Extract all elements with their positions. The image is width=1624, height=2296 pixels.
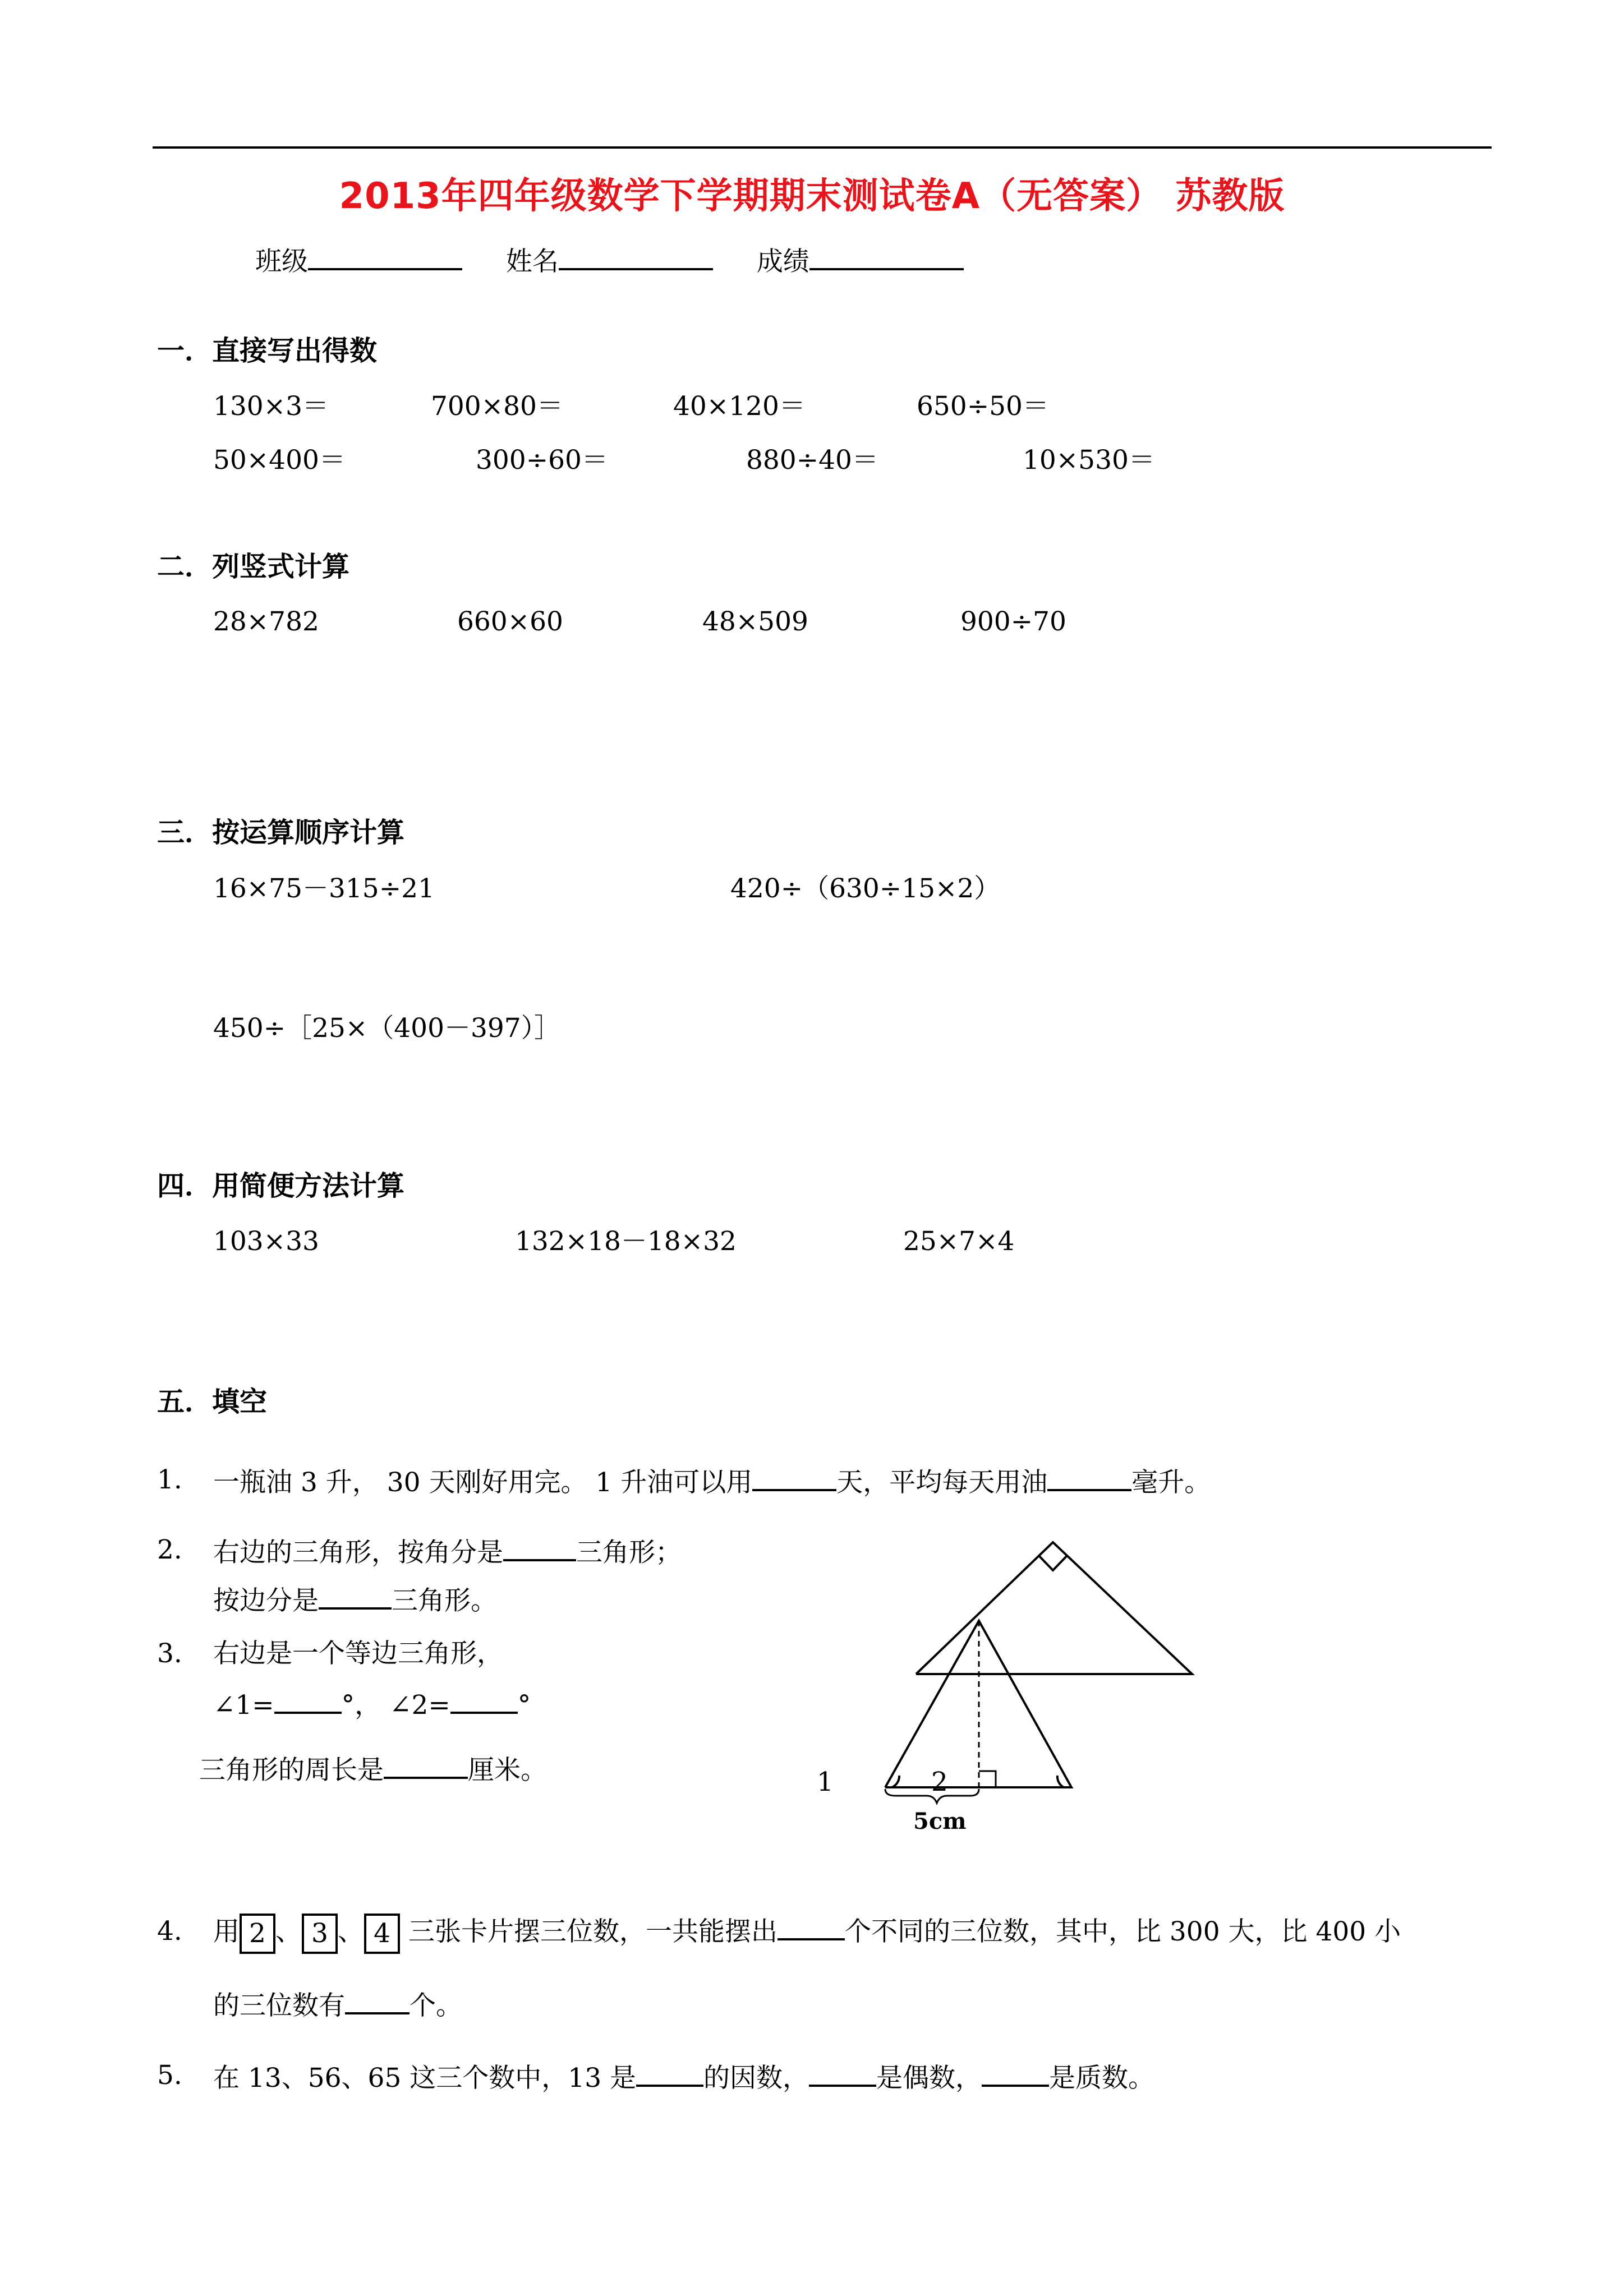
angle-label: ∠1= (213, 1690, 274, 1721)
figure-label-2: 2 (931, 1767, 948, 1797)
answer-blank[interactable] (636, 2062, 703, 2087)
number-card: 4 (364, 1914, 400, 1954)
problem: 880÷40＝ (746, 445, 878, 476)
separator: 、 (275, 1916, 302, 1947)
question-text: 是偶数， (876, 2063, 982, 2094)
question-text: 右边的三角形，按角分是 (213, 1537, 503, 1568)
section4-heading: 四．用简便方法计算 (157, 1170, 405, 1202)
separator: 、 (338, 1916, 364, 1947)
angle-1-arc (892, 1776, 899, 1787)
problem: 132×18－18×32 (515, 1226, 737, 1257)
question-text: 的三位数有 (213, 1990, 345, 2021)
degree-label: °， (341, 1690, 381, 1721)
question-4-line1 (213, 1914, 1401, 1954)
question-text: 三角形； (576, 1537, 682, 1568)
right-angle-mark (1039, 1556, 1067, 1570)
question-number: 2. (157, 1534, 182, 1565)
question-text: 毫升。 (1131, 1467, 1211, 1498)
degree-label: ° (517, 1690, 531, 1721)
section5-heading: 五．填空 (157, 1386, 268, 1418)
problem: 103×33 (213, 1226, 319, 1257)
question-4-line2 (213, 1990, 462, 2019)
question-text: 三张卡片摆三位数，一共能摆出 (408, 1916, 778, 1947)
question-text: 天，平均每天用油 (836, 1467, 1048, 1498)
number-card: 2 (240, 1914, 275, 1954)
problem: 50×400＝ (213, 445, 346, 476)
figure-base-label: 5cm (913, 1808, 967, 1834)
class-label: 班级 (255, 246, 308, 277)
problem: 420÷（630÷15×2） (730, 873, 1001, 904)
problem: 25×7×4 (903, 1226, 1015, 1257)
question-number: 3. (157, 1638, 182, 1669)
question-text: 三角形。 (392, 1585, 497, 1616)
name-label: 姓名 (505, 246, 559, 277)
question-text: 是质数。 (1049, 2063, 1155, 2094)
problem: 450÷［25×（400－397）］ (213, 1013, 561, 1044)
angle-2-arc (1057, 1776, 1064, 1787)
question-text: 三角形的周长是 (199, 1755, 384, 1786)
answer-blank[interactable] (345, 1990, 410, 2014)
height-right-angle (979, 1771, 996, 1787)
question-number: 5. (157, 2060, 182, 2091)
question-text: 右边是一个等边三角形， (213, 1638, 503, 1669)
question-text: 按边分是 (213, 1585, 319, 1616)
question-number: 1. (157, 1464, 182, 1495)
section3-heading: 三．按运算顺序计算 (157, 817, 405, 849)
problem: 300÷60＝ (476, 445, 608, 476)
question-number: 4. (157, 1916, 182, 1947)
question-text: 用 (213, 1916, 240, 1947)
problem: 900÷70 (960, 606, 1066, 637)
problem: 10×530＝ (1023, 445, 1155, 476)
page-title: 2013年四年级数学下学期期末测试卷A（无答案） 苏教版 (339, 176, 1285, 217)
problem: 650÷50＝ (917, 391, 1049, 422)
problem: 660×60 (457, 606, 563, 637)
figure-label-1: 1 (817, 1767, 834, 1797)
question-text: 厘米。 (468, 1755, 547, 1786)
section1-heading: 一．直接写出得数 (157, 335, 378, 367)
answer-blank[interactable] (982, 2062, 1049, 2087)
problem: 28×782 (213, 606, 319, 637)
answer-blank[interactable] (809, 2062, 876, 2087)
problem: 16×75－315÷21 (213, 873, 435, 904)
question-text: 个不同的三位数，其中，比 300 大，比 400 小 (844, 1916, 1401, 1947)
problem: 130×3＝ (213, 391, 329, 422)
score-label: 成绩 (756, 246, 809, 277)
problem: 40×120＝ (673, 391, 806, 422)
answer-blank[interactable] (778, 1916, 845, 1940)
problem: 48×509 (702, 606, 808, 637)
number-card: 3 (302, 1914, 338, 1954)
question-5 (213, 2062, 1155, 2094)
question-text: 的因数， (703, 2063, 809, 2094)
section2-heading: 二．列竖式计算 (157, 551, 350, 583)
angle-label: ∠2= (389, 1690, 450, 1721)
question-text: 个。 (410, 1990, 462, 2021)
problem: 700×80＝ (431, 391, 563, 422)
right-triangle (916, 1542, 1192, 1674)
question-text: 一瓶油 3 升， 30 天刚好用完。 1 升油可以用 (213, 1467, 753, 1498)
question-text: 在 13、56、65 这三个数中，13 是 (213, 2063, 637, 2094)
